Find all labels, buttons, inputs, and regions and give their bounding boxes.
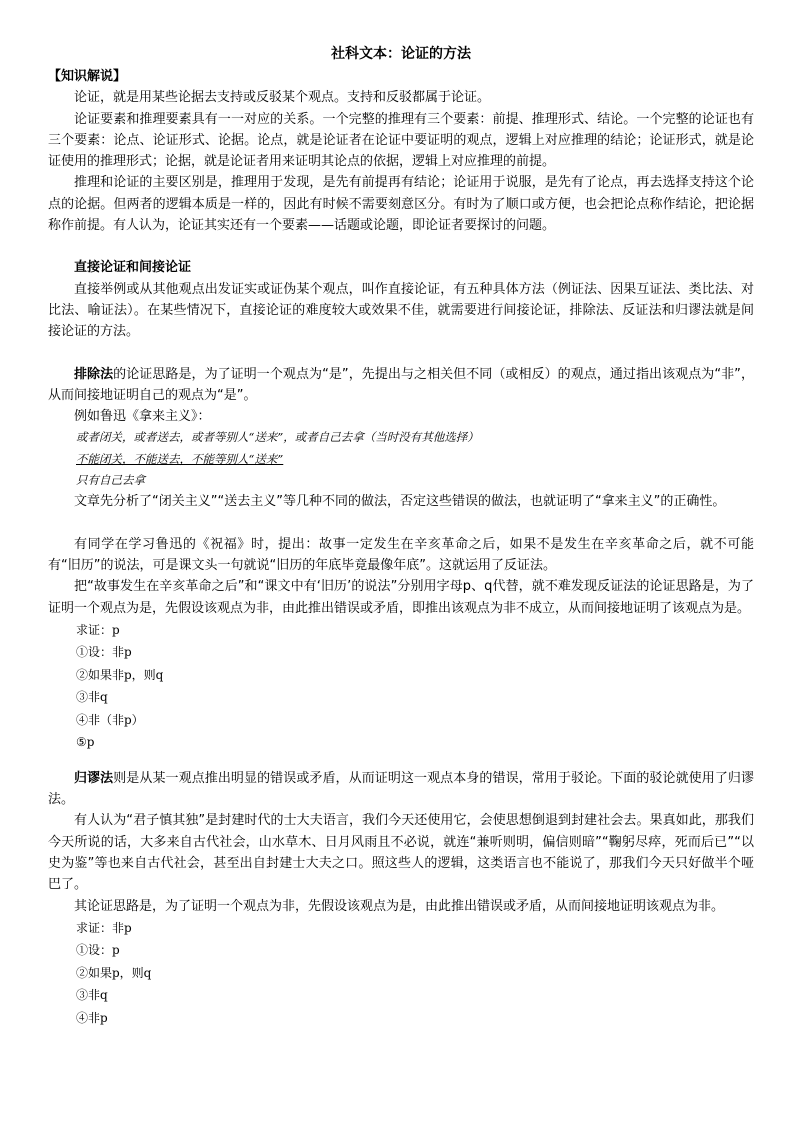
section-label: 【知识解说】 (48, 69, 127, 84)
exclusion-conclusion: 文章先分析了“闭关主义”“送去主义”等几种不同的做法，否定这些错误的做法，也就证明了“拿来主义”的正确性。 (74, 494, 726, 510)
exclusion-paragraph (48, 364, 754, 407)
example-line-3: 只有自己去拿 (76, 473, 145, 488)
example-line-2 (48, 449, 754, 470)
intro-paragraph-1: 论证，就是用某些论据去支持或反驳某个观点。支持和反驳都属于论证。 (74, 90, 491, 106)
reduction-step: ②如果非p，则q (76, 667, 164, 682)
absurd-text: 则是从某一观点推出明显的错误或矛盾，从而证明这一观点本身的错误，常用于驳论。下面的驳论就使用了归谬法。 (48, 770, 754, 808)
absurd-paragraph-1 (48, 768, 754, 811)
example-line-1: 或者闭关，或者送去，或者等别人“送来”，或者自己去拿（当时没有其他选择） (76, 430, 479, 445)
absurd-step: ②如果p，则q (76, 965, 152, 980)
spacer (48, 754, 754, 768)
exclusion-text: 的论证思路是，为了证明一个观点为“是”，先提出与之相关但不同（或相反）的观点，通过指出该观点为“非”，从而间接地证明自己的观点为“是”。 (48, 366, 754, 403)
absurd-step: ④非p (76, 1010, 108, 1025)
spacer (48, 513, 754, 534)
intro-paragraph-2: 论证要素和推理要素具有一一对应的关系。一个完整的推理有三个要素：前提、推理形式、结论。一个完整的论证也有三个要素：论点、论证形式、论据。论点，就是论证者在论证中要证明的观点，逻辑上对应推理的结论；论证形式，就是论证使用的推理形式；论据，就是论证者用来证明其论点的依据，逻辑上对应推理的前提。 (48, 111, 754, 170)
reduction-step: ④非（非p） (76, 712, 144, 727)
page-title: 社科文本：论证的方法 (331, 46, 471, 62)
exclusion-example-intro: 例如鲁迅《拿来主义》： (74, 409, 211, 425)
direct-indirect-heading: 直接论证和间接论证 (74, 260, 192, 276)
reduction-paragraph-2: 把“故事发生在辛亥革命之后”和“课文中有‘旧历’的说法”分别用字母p、q代替，就不难发现反证法的论证思路是，为了证明一个观点为是，先假设该观点为非，由此推出错误或矛盾，即推出该观点为非不成立，从而间接地证明了该观点为是。 (48, 579, 754, 616)
reduction-step: 求证：p (76, 622, 120, 637)
spacer (48, 343, 754, 364)
absurd-step: 求证：非p (76, 920, 132, 935)
exclusion-term: 排除法 (74, 366, 114, 382)
reduction-step: ⑤p (76, 735, 95, 750)
absurd-paragraph-2: 有人认为“君子慎其独”是封建时代的士大夫语言，我们今天还使用它，会使思想倒退到封建社会去。果真如此，那我们今天所说的话，大多来自古代社会，山水草木、日月风雨且不必说，就连“兼听则明，偏信则暗”“鞠躬尽瘁，死而后已”“以史为鉴”等也来自古代社会，甚至出自封建士大夫之口。照这些人的逻辑，这类语言也不能说了，那我们今天只好做半个哑巴了。 (48, 813, 754, 893)
reduction-step: ③非q (76, 690, 108, 705)
reduction-paragraph-1: 有同学在学习鲁迅的《祝福》时，提出：故事一定发生在辛亥革命之后，如果不是发生在辛亥革命之后，就不可能有“旧历”的说法，可是课文头一句就说“旧历的年底毕竟最像年底”。这就运用了反证法。 (48, 536, 754, 573)
example-line-2-text: 不能闭关，不能送去，不能等别人“送来” (76, 451, 284, 466)
absurd-paragraph-3: 其论证思路是，为了证明一个观点为非，先假设该观点为是，由此推出错误或矛盾，从而间接地证明该观点为非。 (74, 898, 725, 914)
absurd-step: ①设：p (76, 943, 120, 958)
reduction-step: ①设：非p (76, 645, 132, 660)
absurd-step: ③非q (76, 988, 108, 1003)
spacer (48, 236, 754, 257)
direct-paragraph: 直接举例或从其他观点出发证实或证伪某个观点，叫作直接论证，有五种具体方法（例证法、因果互证法、类比法、对比法、喻证法）。在某些情况下，直接论证的难度较大或效果不佳，就需要进行间接论证，排除法、反证法和归谬法就是间接论证的方法。 (48, 281, 754, 340)
absurd-term: 归谬法 (74, 770, 114, 786)
intro-paragraph-3: 推理和论证的主要区别是，推理用于发现，是先有前提再有结论；论证用于说服，是先有了论点，再去选择支持这个论点的论据。但两者的逻辑本质是一样的，因此有时候不需要刻意区分。有时为了顺口或方便，也会把论点称作结论，把论据称作前提。有人认为，论证其实还有一个要素——话题或论题，即论证者要探讨的问题。 (48, 175, 754, 234)
